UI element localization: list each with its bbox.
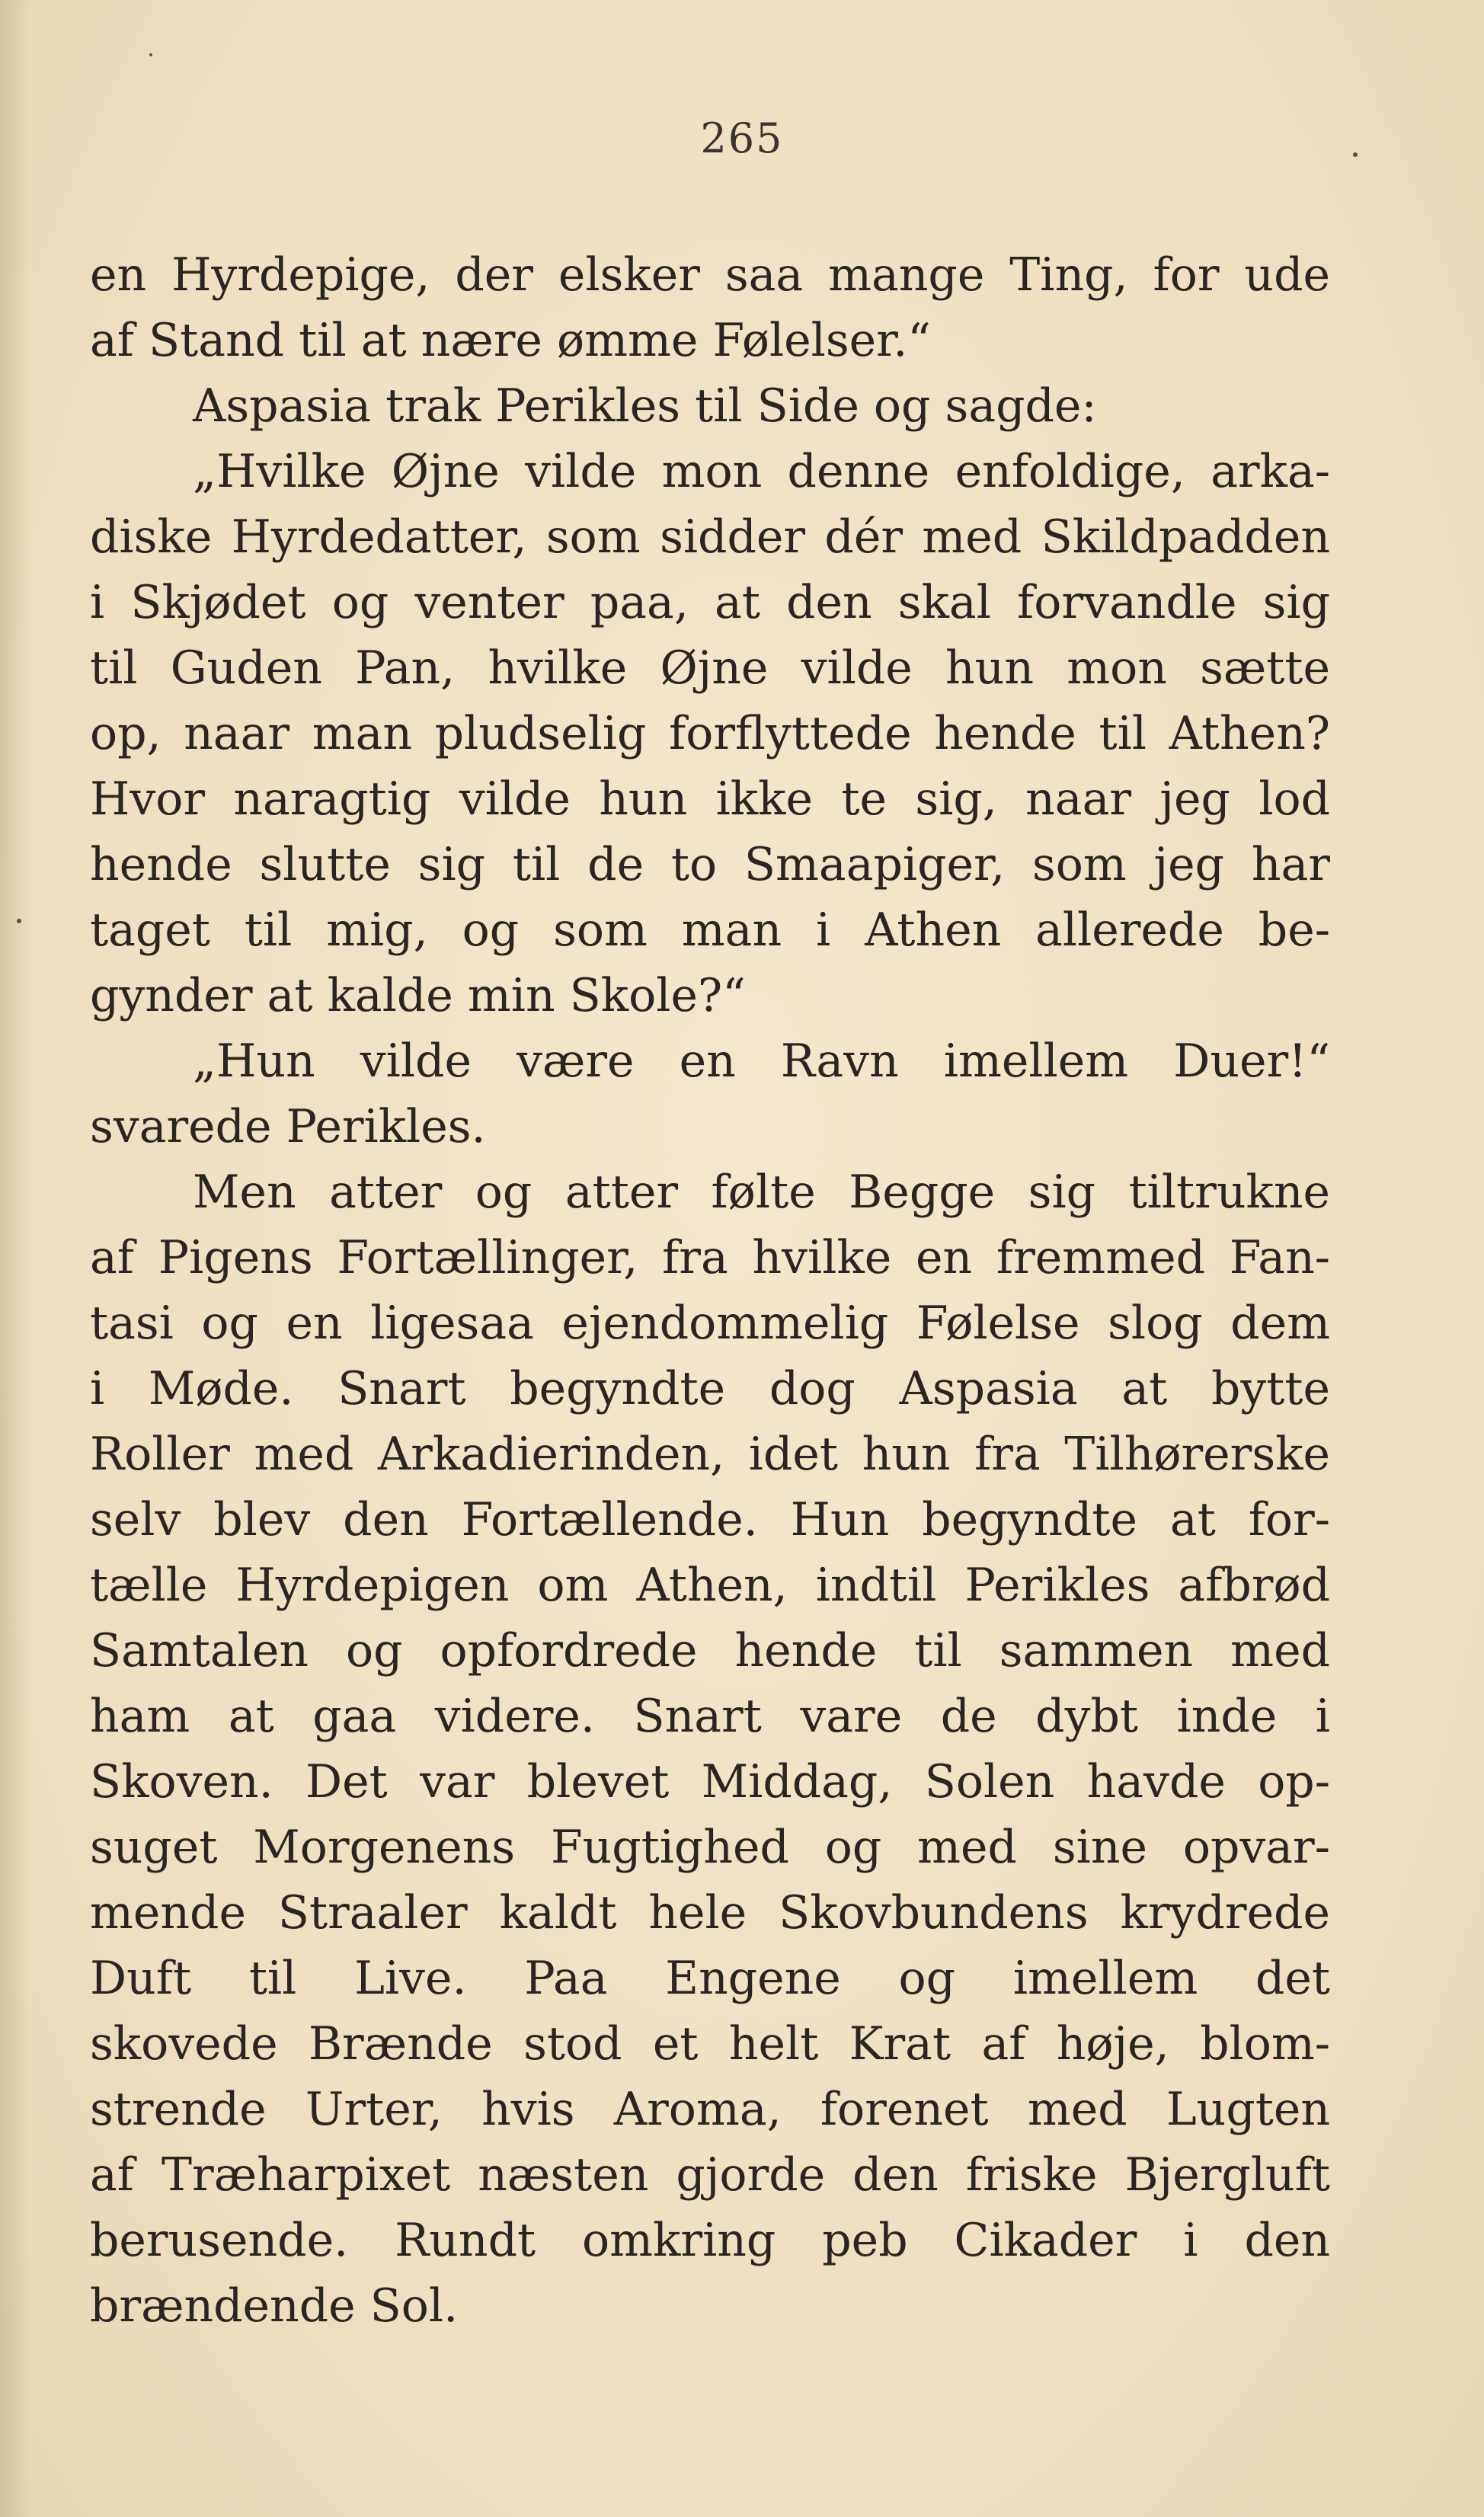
- text-line: tasi og en ligesaa ejendommelig Følelse slog dem: [90, 1297, 1330, 1350]
- text-line: suget Morgenens Fugtighed og med sine opvar-: [90, 1821, 1330, 1874]
- text-line: strende Urter, hvis Aroma, forenet med Lugten: [90, 2083, 1330, 2136]
- text-line: i Møde. Snart begyndte dog Aspasia at bytte: [90, 1362, 1330, 1415]
- text-line: mende Straaler kaldt hele Skovbundens krydrede: [90, 1886, 1330, 1940]
- text-line: „Hun vilde være en Ravn imellem Duer!“: [193, 1035, 1330, 1088]
- text-line: Roller med Arkadierinden, idet hun fra Tilhørerske: [90, 1428, 1330, 1481]
- text-line: tælle Hyrdepigen om Athen, indtil Perikles afbrød: [90, 1559, 1330, 1612]
- text-line: af Træharpixet næsten gjorde den friske Bjergluft: [90, 2148, 1330, 2202]
- text-line: en Hyrdepige, der elsker saa mange Ting, for ude: [90, 248, 1330, 302]
- text-line: til Guden Pan, hvilke Øjne vilde hun mon sætte: [90, 641, 1330, 695]
- text-line: Duft til Live. Paa Engene og imellem det: [90, 1952, 1330, 2005]
- text-line: berusende. Rundt omkring peb Cikader i den: [90, 2214, 1330, 2267]
- text-line: Samtalen og opfordrede hende til sammen med: [90, 1624, 1330, 1677]
- text-line: Aspasia trak Perikles til Side og sagde:: [193, 379, 1097, 433]
- text-line: „Hvilke Øjne vilde mon denne enfoldige, arka-: [193, 445, 1330, 498]
- text-line: af Pigens Fortællinger, fra hvilke en fremmed Fan-: [90, 1231, 1330, 1284]
- text-line: gynder at kalde min Skole?“: [90, 969, 746, 1022]
- text-line: selv blev den Fortællende. Hun begyndte at for-: [90, 1493, 1330, 1546]
- print-speck: [149, 53, 152, 56]
- text-line: diske Hyrdedatter, som sidder dér med Skildpadden: [90, 510, 1330, 564]
- print-speck: [1353, 152, 1358, 157]
- text-line: Men atter og atter følte Begge sig tiltrukne: [193, 1166, 1330, 1219]
- text-line: svarede Perikles.: [90, 1100, 486, 1153]
- text-line: skovede Brænde stod et helt Krat af høje, blom-: [90, 2017, 1330, 2071]
- text-line: hende slutte sig til de to Smaapiger, som jeg har: [90, 838, 1330, 891]
- text-line: Hvor naragtig vilde hun ikke te sig, naar jeg lod: [90, 772, 1330, 826]
- text-line: op, naar man pludselig forflyttede hende til Athen?: [90, 707, 1330, 760]
- text-line: af Stand til at nære ømme Følelser.“: [90, 314, 931, 367]
- page-edge-shadow: [0, 0, 30, 2517]
- text-line: Skoven. Det var blevet Middag, Solen havde op-: [90, 1755, 1330, 1809]
- text-line: taget til mig, og som man i Athen allerede be-: [90, 903, 1330, 957]
- page-number: 265: [700, 114, 784, 162]
- text-line: i Skjødet og venter paa, at den skal forvandle sig: [90, 576, 1330, 629]
- body-text: [90, 242, 1330, 2339]
- text-line: ham at gaa videre. Snart vare de dybt inde i: [90, 1690, 1330, 1743]
- print-speck: [17, 919, 21, 923]
- text-line: brændende Sol.: [90, 2279, 459, 2333]
